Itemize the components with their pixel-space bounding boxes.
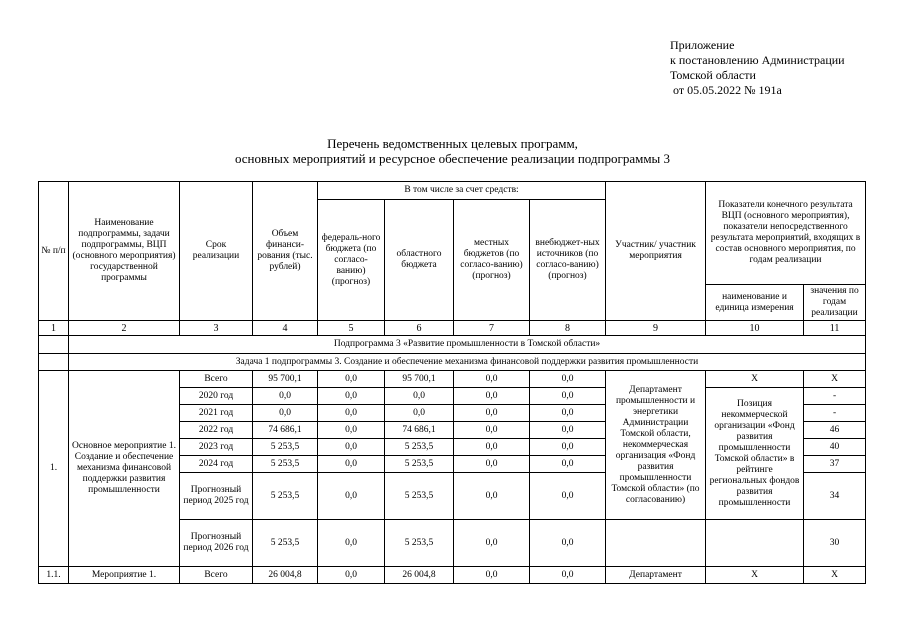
header-indicators: Показатели конечного результата ВЦП (основного мероприятия), показатели непосредственного результата мероприятий, входящих в состав основного мероприятия, по годам реализации xyxy=(706,182,866,285)
header-col-9: Участник/ участник мероприятия xyxy=(606,182,706,321)
header-row-1 xyxy=(39,182,866,200)
header-col-5: федераль-ного бюджета (по согласо-ванию) (прогноз) xyxy=(318,200,385,321)
regional-cell: 5 253,5 xyxy=(385,520,454,567)
total-cell: 5 253,5 xyxy=(253,473,318,520)
period-cell: Всего xyxy=(180,371,253,388)
value-cell: 30 xyxy=(804,520,866,567)
total-cell: 0,0 xyxy=(253,388,318,405)
local-cell: 0,0 xyxy=(454,520,530,567)
federal-cell: 0,0 xyxy=(318,422,385,439)
title-line-1: Перечень ведомственных целевых программ, xyxy=(327,136,578,151)
extrabudget-cell: 0,0 xyxy=(530,567,606,584)
extrabudget-cell: 0,0 xyxy=(530,456,606,473)
appendix-line-4: от 05.05.2022 № 191а xyxy=(670,83,782,97)
header-col-10: наименование и единица измерения xyxy=(706,285,804,321)
colnum-7: 7 xyxy=(454,321,530,336)
header-col-6: областного бюджета xyxy=(385,200,454,321)
federal-cell: 0,0 xyxy=(318,567,385,584)
local-cell: 0,0 xyxy=(454,439,530,456)
title-line-2: основных мероприятий и ресурсное обеспечение реализации подпрограммы 3 xyxy=(234,151,671,166)
total-cell: 5 253,5 xyxy=(253,456,318,473)
activity-1-indicator-name: Позиция некоммерческой организации «Фонд развития промышленности Томской области» в рейтинге региональных фондов развития промышленности xyxy=(706,388,804,520)
activity-1-total-row xyxy=(39,371,866,388)
activity-1-1-row xyxy=(39,567,866,584)
period-cell: Всего xyxy=(180,567,253,584)
federal-cell: 0,0 xyxy=(318,520,385,567)
task-title: Задача 1 подпрограммы 3. Создание и обеспечение механизма финансовой поддержки развития промышленности xyxy=(69,354,866,371)
value-cell: 37 xyxy=(804,456,866,473)
federal-cell: 0,0 xyxy=(318,405,385,422)
regional-cell: 5 253,5 xyxy=(385,439,454,456)
value-cell: 40 xyxy=(804,439,866,456)
federal-cell: 0,0 xyxy=(318,473,385,520)
colnum-1: 1 xyxy=(39,321,69,336)
header-col-11: значения по годам реализации xyxy=(804,285,866,321)
colnum-6: 6 xyxy=(385,321,454,336)
regional-cell: 74 686,1 xyxy=(385,422,454,439)
header-col-7: местных бюджетов (по согласо-ванию) (прогноз) xyxy=(454,200,530,321)
header-col-8: внебюджет-ных источников (по согласо-ванию) (прогноз) xyxy=(530,200,606,321)
local-cell: 0,0 xyxy=(454,371,530,388)
period-cell: 2020 год xyxy=(180,388,253,405)
period-cell: 2022 год xyxy=(180,422,253,439)
regional-cell: 0,0 xyxy=(385,388,454,405)
regional-cell: 0,0 xyxy=(385,405,454,422)
extrabudget-cell: 0,0 xyxy=(530,388,606,405)
extrabudget-cell: 0,0 xyxy=(530,422,606,439)
document-title xyxy=(0,136,905,166)
federal-cell: 0,0 xyxy=(318,371,385,388)
header-funding-group: В том числе за счет средств: xyxy=(318,182,606,200)
activity-1-1-name: Мероприятие 1. xyxy=(69,567,180,584)
federal-cell: 0,0 xyxy=(318,456,385,473)
total-cell: 5 253,5 xyxy=(253,520,318,567)
regional-cell: 5 253,5 xyxy=(385,456,454,473)
value-cell: - xyxy=(804,388,866,405)
regional-cell: 95 700,1 xyxy=(385,371,454,388)
colnum-2: 2 xyxy=(69,321,180,336)
header-col-1: № п/п xyxy=(39,182,69,321)
subprogram-title: Подпрограмма 3 «Развитие промышленности в Томской области» xyxy=(69,336,866,354)
period-cell: 2023 год xyxy=(180,439,253,456)
period-cell: 2024 год xyxy=(180,456,253,473)
federal-cell: 0,0 xyxy=(318,439,385,456)
column-numbers-row xyxy=(39,321,866,336)
value-cell: 34 xyxy=(804,473,866,520)
colnum-11: 11 xyxy=(804,321,866,336)
local-cell: 0,0 xyxy=(454,388,530,405)
colnum-8: 8 xyxy=(530,321,606,336)
extrabudget-cell: 0,0 xyxy=(530,520,606,567)
local-cell: 0,0 xyxy=(454,473,530,520)
activity-1-participant: Департамент промышленности и энергетики Администрации Томской области, некоммерческая организация «Фонд развития промышленности Томской области» (по согласованию) xyxy=(606,371,706,520)
header-col-3: Срок реализации xyxy=(180,182,253,321)
activity-1-1-number: 1.1. xyxy=(39,567,69,584)
appendix-block xyxy=(670,38,845,98)
appendix-line-1: Приложение xyxy=(670,38,735,52)
activity-1-value-total: Х xyxy=(804,371,866,388)
colnum-5: 5 xyxy=(318,321,385,336)
extrabudget-cell: 0,0 xyxy=(530,405,606,422)
header-col-4: Объем финанси-рования (тыс. рублей) xyxy=(253,182,318,321)
indicator-empty-cell xyxy=(706,520,804,567)
participant-empty-cell xyxy=(606,520,706,567)
total-cell: 26 004,8 xyxy=(253,567,318,584)
period-cell: Прогнозный период 2025 год xyxy=(180,473,253,520)
activity-1-number: 1. xyxy=(39,371,69,567)
activity-1-name: Основное мероприятие 1. Создание и обеспечение механизма финансовой поддержки развития промышленности xyxy=(69,371,180,567)
programs-table xyxy=(38,181,866,584)
extrabudget-cell: 0,0 xyxy=(530,439,606,456)
extrabudget-cell: 0,0 xyxy=(530,473,606,520)
extrabudget-cell: 0,0 xyxy=(530,371,606,388)
task-row xyxy=(39,354,866,371)
total-cell: 5 253,5 xyxy=(253,439,318,456)
subprogram-row xyxy=(39,336,866,354)
activity-1-1-value: Х xyxy=(804,567,866,584)
colnum-10: 10 xyxy=(706,321,804,336)
colnum-9: 9 xyxy=(606,321,706,336)
period-cell: Прогнозный период 2026 год xyxy=(180,520,253,567)
total-cell: 95 700,1 xyxy=(253,371,318,388)
period-cell: 2021 год xyxy=(180,405,253,422)
activity-1-1-participant: Департамент xyxy=(606,567,706,584)
appendix-line-2: к постановлению Администрации xyxy=(670,53,845,67)
header-col-2: Наименование подпрограммы, задачи подпрограммы, ВЦП (основного мероприятия) государственной программы xyxy=(69,182,180,321)
total-cell: 74 686,1 xyxy=(253,422,318,439)
local-cell: 0,0 xyxy=(454,405,530,422)
total-cell: 0,0 xyxy=(253,405,318,422)
colnum-3: 3 xyxy=(180,321,253,336)
regional-cell: 26 004,8 xyxy=(385,567,454,584)
activity-1-indicator-total: Х xyxy=(706,371,804,388)
local-cell: 0,0 xyxy=(454,567,530,584)
activity-1-1-indicator: Х xyxy=(706,567,804,584)
federal-cell: 0,0 xyxy=(318,388,385,405)
local-cell: 0,0 xyxy=(454,422,530,439)
local-cell: 0,0 xyxy=(454,456,530,473)
appendix-line-3: Томской области xyxy=(670,68,756,82)
regional-cell: 5 253,5 xyxy=(385,473,454,520)
colnum-4: 4 xyxy=(253,321,318,336)
value-cell: 46 xyxy=(804,422,866,439)
value-cell: - xyxy=(804,405,866,422)
